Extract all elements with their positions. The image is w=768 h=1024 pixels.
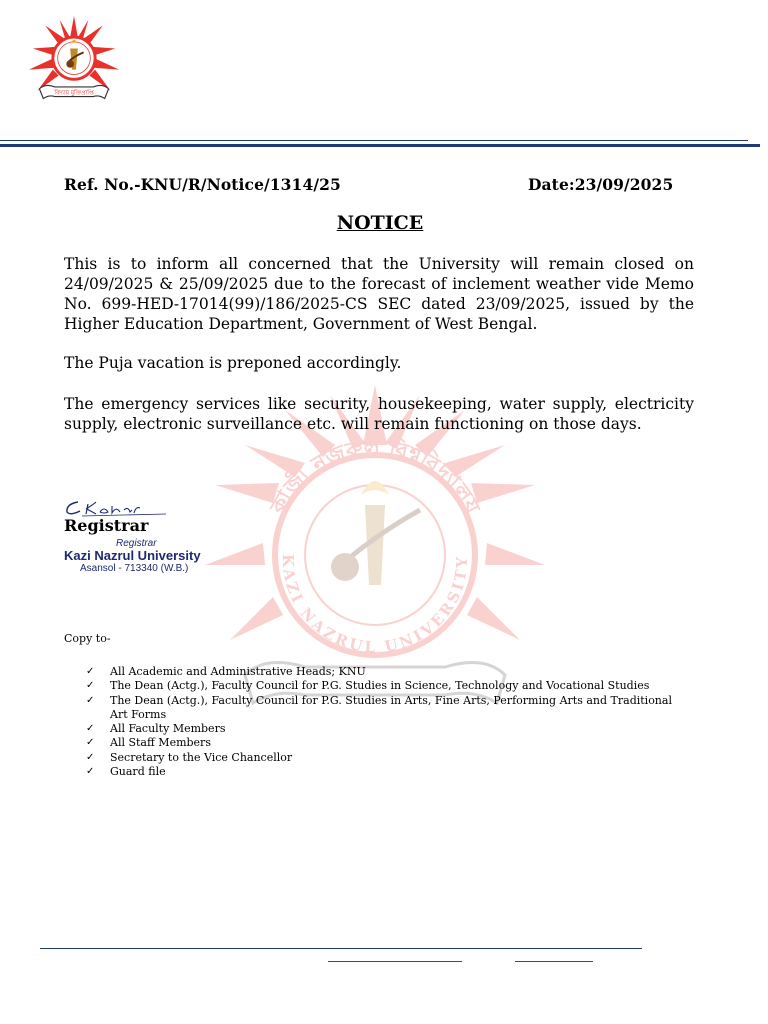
header-rule-thick xyxy=(0,144,760,147)
stamp-address: Asansol - 713340 (W.B.) xyxy=(80,563,189,574)
list-item: ✓ Secretary to the Vice Chancellor xyxy=(86,750,293,764)
notice-title: NOTICE xyxy=(336,212,424,234)
check-icon: ✓ xyxy=(86,737,95,749)
logo-banner: বিদ্যায় মুক্তিপ্রাপ্তি xyxy=(54,90,94,97)
watermark-arc-text: কাজী নজরুল বিশ্ববিদ্যালয় xyxy=(265,434,485,519)
check-icon: ✓ xyxy=(86,751,95,763)
check-icon: ✓ xyxy=(86,694,95,706)
copy-to-list xyxy=(86,665,686,779)
list-item: ✓ All Staff Members xyxy=(86,736,211,750)
stamp-university: Kazi Nazrul University xyxy=(64,548,201,563)
check-icon: ✓ xyxy=(86,766,95,778)
stamp-title: Registrar xyxy=(116,538,157,549)
check-icon: ✓ xyxy=(86,723,95,735)
footer-rule xyxy=(40,948,642,949)
list-item: ✓ All Academic and Administrative Heads; KNU xyxy=(86,665,366,678)
footer-link-underline[interactable] xyxy=(328,961,462,962)
registrar-label: Registrar xyxy=(64,516,149,535)
list-item: ✓ Guard file xyxy=(86,765,166,779)
notice-paragraph-services: The emergency services like security, housekeeping, water supply, electricity supply, electronic surveillance etc. will remain functioning on those days. xyxy=(64,395,694,433)
watermark-lower-text: KAZI NAZRUL UNIVERSITY xyxy=(278,553,472,657)
copy-to-label: Copy to- xyxy=(64,632,111,645)
footer-link-underline[interactable] xyxy=(515,961,593,962)
list-item: ✓ The Dean (Actg.), Faculty Council for P.G. Studies in Arts, Fine Arts, Performing Arts and Traditional Art Forms xyxy=(86,693,672,721)
registrar-stamp xyxy=(64,538,214,574)
university-logo xyxy=(26,14,122,110)
notice-date: Date:23/09/2025 xyxy=(528,175,674,194)
header-rule-thin xyxy=(0,140,748,141)
reference-number: Ref. No.-KNU/R/Notice/1314/25 xyxy=(64,175,341,194)
check-icon: ✓ xyxy=(86,680,95,692)
list-item: ✓ The Dean (Actg.), Faculty Council for P.G. Studies in Science, Technology and Vocational Studies xyxy=(86,679,650,693)
notice-paragraph-closure: This is to inform all concerned that the University will remain closed on 24/09/2025 & 25/09/2025 due to the forecast of inclement weather vide Memo No. 699-HED-17014(99)/186/2025-CS SEC dated 23/09/2025, issued by the Higher Education Department, Government of West Bengal. xyxy=(64,255,694,333)
notice-paragraph-vacation: The Puja vacation is preponed accordingly. xyxy=(64,354,402,372)
check-icon: ✓ xyxy=(86,666,95,677)
list-item: ✓ All Faculty Members xyxy=(86,722,226,736)
